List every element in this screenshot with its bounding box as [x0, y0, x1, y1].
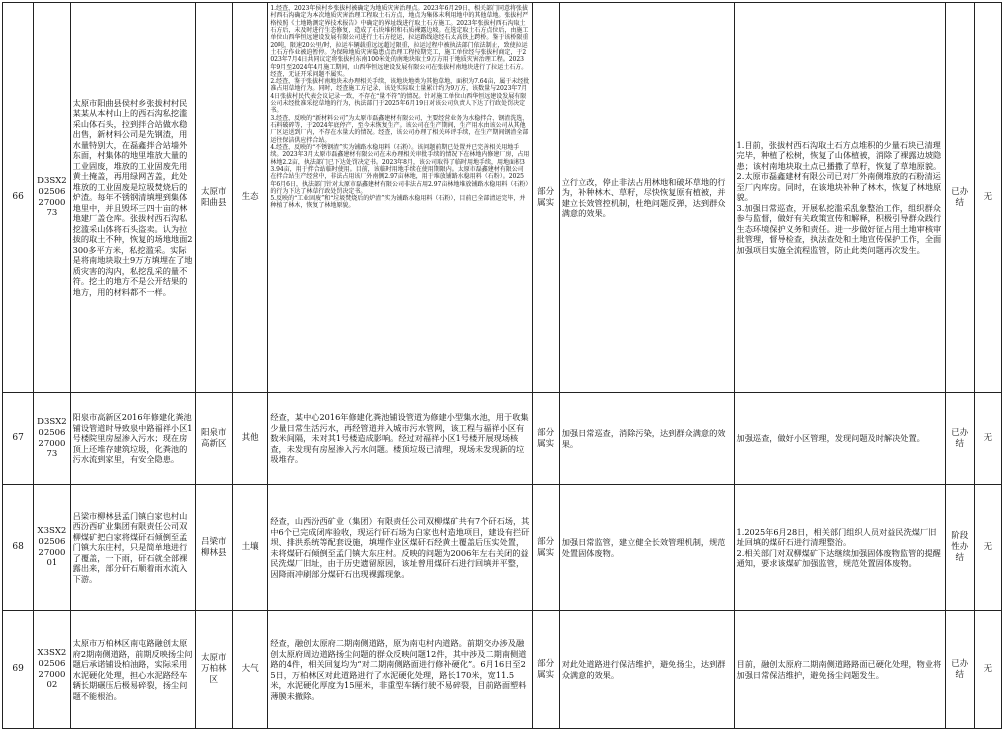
- rectification-measures-paragraph: 1.2025年6月28日，相关部门组织人员对益民洗煤厂旧址回填的煤矸石进行清理整治。: [736, 526, 937, 547]
- rectification-goal: 加强日常巡查，消除污染，达到群众满意的效果。: [559, 393, 734, 485]
- verification-result: 部分属实: [532, 3, 559, 393]
- row-number: 67: [3, 393, 34, 485]
- pollution-type: 大气: [232, 611, 267, 729]
- complaint-description: 太原市万柏林区南屯路融创太原府2期南侧道路，前期反映扬尘问题后承诺铺设柏油路，实际采用水泥硬化处理，担心水泥路经车辆长期碾压后极易碎裂，扬尘问题不能根治。: [70, 611, 195, 729]
- accountability: 无: [974, 393, 1001, 485]
- table-row: [3, 485, 1002, 611]
- case-code: X3SX2025062700002: [34, 611, 70, 729]
- investigation-findings: [268, 611, 532, 729]
- investigation-findings-paragraph: 1.经查，2023年侯村乡张拔村被确定为地质灾害治理点。2023年6月29日，相关部门同意将张拔村西石沟确定为本次地质灾害治理工程取土石方点，地点为集体未利用地中的其他草地。张拔村严格按照《土地勘测定界技术报告》中确定的界址线进行取土石方施工。2023年张拔村西石沟取土石方后，未及时进行生态修复，造成了石块堆积和石质裸露边坡。在选定取土石方点位后，由施工单位山西华恒远建设发展有限公司进行土石方挖运，拉运路线途经石太高铁上跨桥。鉴于该桥限重20吨，限速20公里/时，拉运车辆载重远远超过限重，拉运过程中被执法部门依法制止，致使拉运土石方作业被迫暂停。为保障地质灾害隐患点治理工程按期完工，施工单位经与张拔村商定，于2023年7月4日共同议定将张拔村东南100米处的南地块取土9万方用于地质灾害治理工程。2023年9月至2024年4月施工期间，山西华恒远建设发展有限公司在张拔村南地块进行了拉运土石方。经查，无证开采问题不属实。: [270, 5, 529, 78]
- investigation-findings: [268, 3, 532, 393]
- complaint-description: 吕梁市柳林县孟门镇白家也村山西汾西矿业集团有限责任公司双柳煤矿把白家将煤矸石倾倒至孟门镇大东庄村，只是简单地进行了覆盖，一下雨，矸石就全部裸露出来，部分矸石顺着雨水流入下游。: [70, 485, 195, 611]
- rectification-goal: 立行立改，停止非法占用林地和破坏草地的行为，补种林木、草籽，尽快恢复原有植被，并建立长效管控机制，杜绝问题反弹，达到群众满意的效果。: [559, 3, 734, 393]
- verification-result: 部分属实: [532, 393, 559, 485]
- administrative-area: 太原市阳曲县: [195, 3, 232, 393]
- accountability: 无: [974, 485, 1001, 611]
- administrative-area: 太原市万柏林区: [195, 611, 232, 729]
- rectification-measures: [734, 3, 945, 393]
- case-code: D3SX2025062700073: [34, 3, 70, 393]
- case-code: D3SX2025062700073: [34, 393, 70, 485]
- verification-result: 部分属实: [532, 611, 559, 729]
- row-number: 66: [3, 3, 34, 393]
- completion-status: 已办结: [945, 393, 974, 485]
- investigation-findings: [268, 485, 532, 611]
- investigation-findings-paragraph: 经查，融创太原府二期南侧道路，原为南屯村内道路。前期交办涉及融创太原府周边道路扬尘问题的群众反映问题12件，其中涉及二期南侧道路的4件，相关回复均为“对二期南侧路面进行修补硬化”。6月16日至25日，万柏林区对此道路进行了水泥硬化处理，路长170米，宽11.5米，水泥硬化厚度为15厘米，非重型车辆行驶不易碎裂，目前路面塑料薄膜未撤除。: [270, 638, 527, 701]
- rectification-measures-paragraph: 1.目前，张拔村西石沟取土石方点堆积的少量石块已清理完毕，种植了松树，恢复了山体植被，消除了裸露边坡隐患；该村南地块取土点已播撒了草籽，恢复了草地原貌。: [736, 139, 942, 171]
- investigation-findings-paragraph: 2.经查，鉴于张拔村南地块未办理相关手续，该地块地类为其他草地，面积为7.64亩，属于未经批准占用草地行为。同时，经查施工方记录，该处实际取土量累计约为9万方，该数量与2023年7月4日张拔村民代表会议记录一致，不存在“量不符”的情况。针对施工单位山西华恒远建设发展有限公司未经批准采挖草地的行为，执法部门于2025年6月19日对该公司负责人下达了行政处罚决定书。: [270, 78, 530, 115]
- rectification-measures: [734, 611, 945, 729]
- table-row: [3, 3, 1002, 393]
- complaint-description: 阳泉市高新区2016年修建化粪池铺设管道时导致泉中路福祥小区1号楼院里房屋渗入污水；现在房顶上还堆存建筑垃圾，化粪池的污水流到家里，有安全隐患。: [70, 393, 195, 485]
- row-number: 68: [3, 485, 34, 611]
- investigation-findings-paragraph: 4.经查，反映的“不锈钢渣”实为铺路水稳用料（石粉）。该问题前期已处置并已完善相关用地手续。2023年3月太原市磊鑫建材有限公司在未办理相关审批手续的情况下在林地内修建厂房，占用林地2.2亩，执法部门已下达处罚决定书。2023年8月，该公司取得了临时用地手续，用地面积33.94亩，用于拌合站临时使用。目前，该临时用地手续在使用期限内。太原市磊鑫建材有限公司在拌合站生产经营中，非法占用该厂外南侧2.97亩林地，用于堆放铺路水稳用料（石粉）。2025年6月6日，执法部门针对太原市磊鑫建材有限公司非法占用2.97亩林地堆放铺路水稳用料（石粉）的行为下达了林草行政处罚决定书。: [270, 143, 530, 195]
- case-code: X3SX2025062700001: [34, 485, 70, 611]
- pollution-type: 土壤: [232, 485, 267, 611]
- administrative-area: 吕梁市柳林县: [195, 485, 232, 611]
- pollution-type: 生态: [232, 3, 267, 393]
- table-row: [3, 611, 1002, 729]
- rectification-measures: [734, 393, 945, 485]
- table-row: [3, 393, 1002, 485]
- investigation-findings: [268, 393, 532, 485]
- completion-status: 阶段性办结: [945, 485, 974, 611]
- investigation-findings-paragraph: 经查，某中心2016年修建化粪池铺设管道为修建小型集水池，用于收集少量日常生活污水，再经管道并入城市污水管网，该工程与福祥小区有数米间隔，未对其1号楼造成影响。经过对福祥小区1号楼开展现场核查，未发现有房屋渗入污水问题。楼顶垃圾已清理，现场未发现新的垃圾堆存。: [270, 412, 529, 465]
- investigation-findings-paragraph: 3.经查，反映的“新材料公司”为太原市磊鑫建材有限公司，主要经营业务为水稳拌合、钢渣洗选、石料破碎等，于2024年底停产，至今未恢复生产。该公司在生产期间，生产用水由该公司从其他厂区运送到厂内，不存在水量大的情况。经查，该公司办理了相关环评手续，在生产期间钢渣全部运往保洁供应拌合站。: [270, 114, 529, 144]
- accountability: 无: [974, 611, 1001, 729]
- row-number: 69: [3, 611, 34, 729]
- completion-status: 已办结: [945, 3, 974, 393]
- rectification-measures-paragraph: 3.加强日常巡查，开展私挖滥采乱象整治工作，组织群众参与监督，做好有关政策宣传和解释，积极引导群众践行生态环境保护义务和责任。进一步做好征占用土地审核审批管理，督导检查，执法查处和土地宣传保护工作，全面加强项目实施全流程监管，防止此类问题再次发生。: [736, 202, 942, 255]
- petition-table: [2, 2, 1002, 729]
- pollution-type: 其他: [232, 393, 267, 485]
- rectification-measures-paragraph: 目前，融创太原府二期南侧道路路面已硬化处理，物业将加强日常保洁维护，避免扬尘问题发生。: [736, 659, 942, 680]
- verification-result: 部分属实: [532, 485, 559, 611]
- rectification-goal: 对此处道路进行保洁维护，避免扬尘，达到群众满意的效果。: [559, 611, 734, 729]
- rectification-measures: [734, 485, 945, 611]
- completion-status: 已办结: [945, 611, 974, 729]
- rectification-measures-paragraph: 2.相关部门对双柳煤矿下达继续加强固体废物监管的提醒通知，要求该煤矿加强监管，规范处置固体废物。: [736, 547, 941, 568]
- rectification-measures-paragraph: 加强巡查，做好小区管理，发现问题及时解决处置。: [736, 433, 925, 444]
- investigation-findings-paragraph: 经查，山西汾西矿业（集团）有限责任公司双柳煤矿共有7个矸石场，其中6个已完成闭库验收，现运行矸石场为白家也村造地项目，建设有拦矸坝、排洪系统等配套设施，填埋作业区煤矸石经黄土覆盖后压实处置，未将煤矸石倾倒至孟门镇大东庄村。反映的问题为2006年左右关闭的益民洗煤厂旧址，由于历史遗留原因，该址曾用煤矸石进行回填并平整，因降雨冲刷部分煤矸石出现裸露现象。: [270, 516, 530, 579]
- rectification-measures-paragraph: 2.太原市磊鑫建材有限公司已对厂外南侧堆放的石粉清运至厂内库房。同时，在该地块补种了林木，恢复了林地原貌。: [736, 171, 942, 203]
- complaint-description: 太原市阳曲县侯村乡张拔村村民某某从本村山上的西石沟私挖滥采山体石头，拉到拌合站做水稳出售，新材料公司是先钢渣，用水量特别大，在磊鑫拌合站墙外东面，村集体的地里堆放大量的工业固废，堆放的工业固废先用黄土掩盖，再用绿网苫盖，此处堆放的工业固废是垃圾焚烧后的炉渣。每年不锈钢清填埋到集体地里中，并且毁坏三四十亩的林地建厂盖仓库。张拔村西石沟私挖滥采山体将石头盗卖。认为拉拔的取土不种，恢复的场地地面2300多平方米，私挖滥采。实际是将南地块取土9万方填埋在了地质灾害的沟内，私挖乱采的量不符。挖土的地方不是公开结果的地方，用的材料都不一样。: [70, 3, 195, 393]
- rectification-goal: 加强日常监管，建立健全长效管理机制，规范处置固体废物。: [559, 485, 734, 611]
- administrative-area: 阳泉市高新区: [195, 393, 232, 485]
- investigation-findings-paragraph: 5.反映的“工业固废”和“垃圾焚烧后的炉渣”实为铺路水稳用料（石粉），目前已全部清运完毕，并种植了林木，恢复了林地原貌。: [270, 195, 526, 210]
- accountability: 无: [974, 3, 1001, 393]
